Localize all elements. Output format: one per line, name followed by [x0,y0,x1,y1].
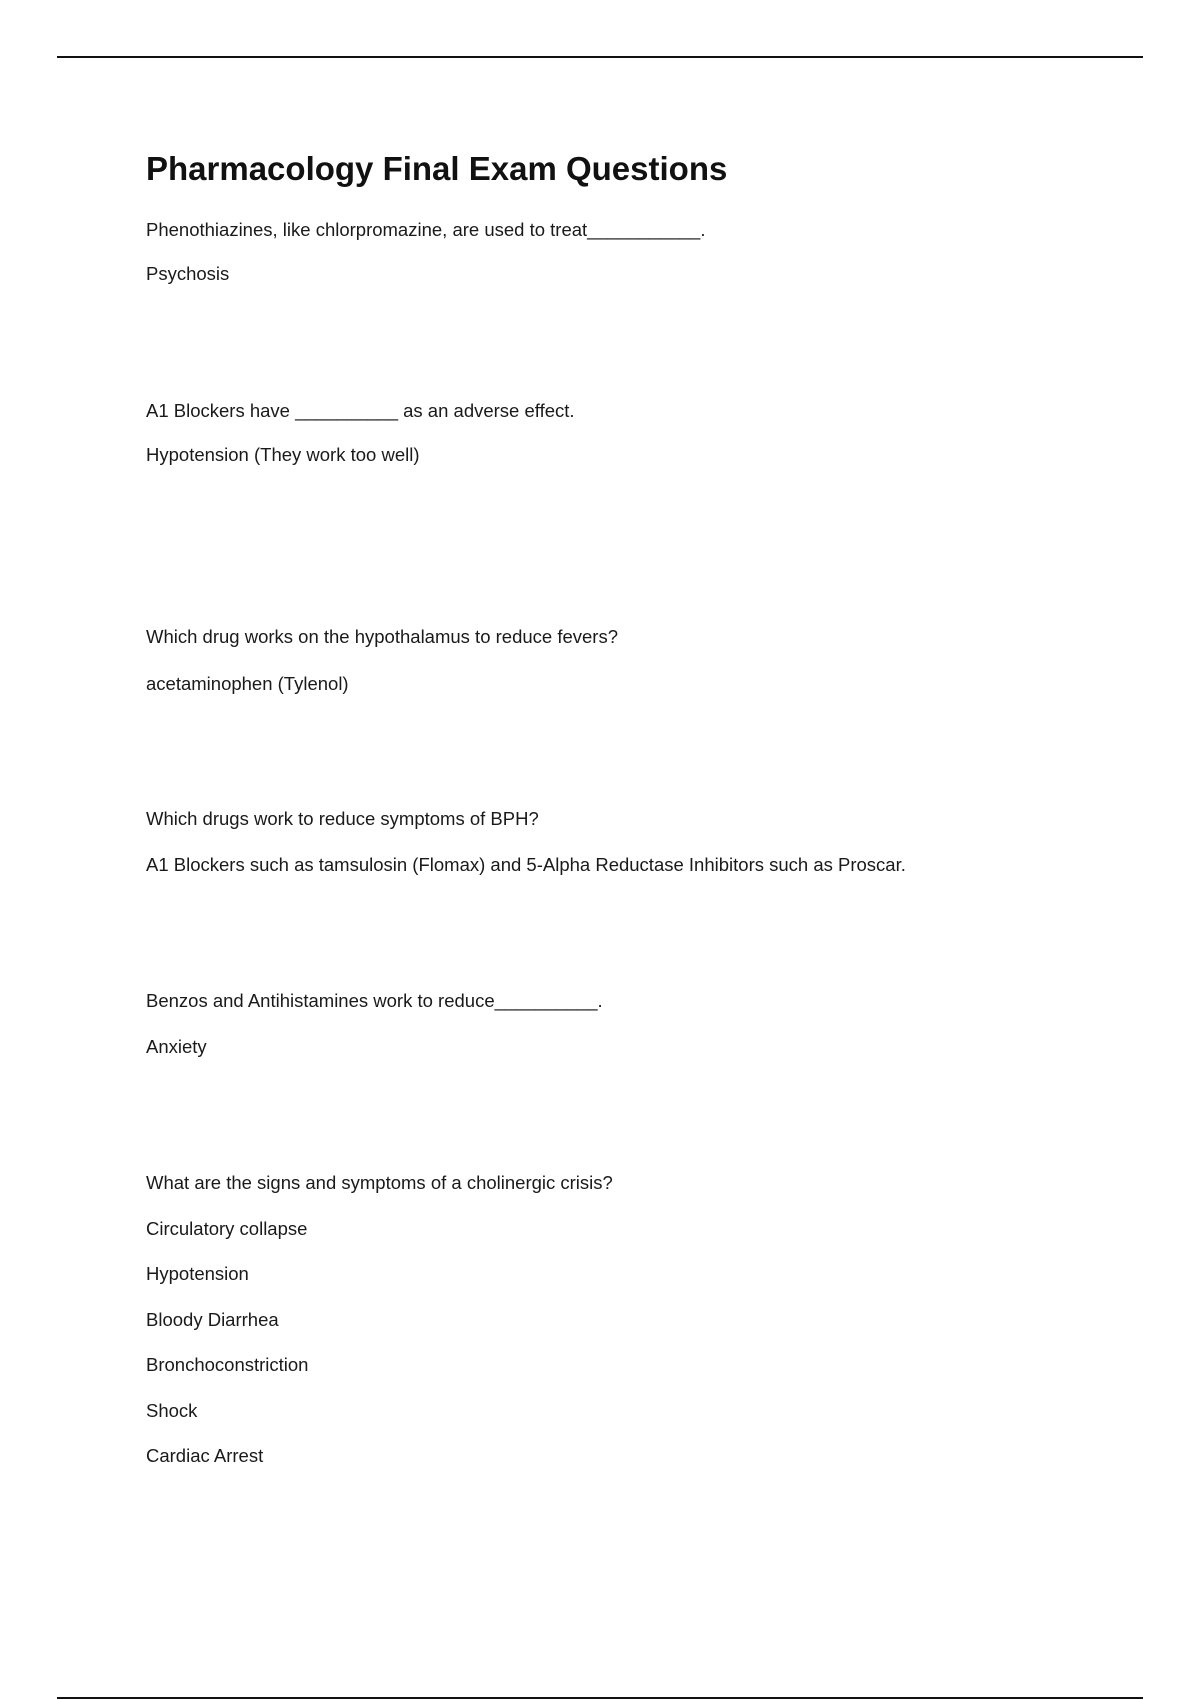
document-title: Pharmacology Final Exam Questions [146,150,728,187]
answer-2: Hypotension (They work too well) [146,444,420,465]
answer-5: Anxiety [146,1036,207,1057]
header-rule [57,56,1143,58]
answer-6-item: Cardiac Arrest [146,1445,264,1466]
answer-6-item: Hypotension [146,1263,249,1284]
question-4: Which drugs work to reduce symptoms of BPH? [146,808,539,829]
question-3: Which drug works on the hypothalamus to reduce fevers? [146,626,618,647]
footer-rule [57,1697,1143,1699]
question-5: Benzos and Antihistamines work to reduce__________. [146,990,603,1011]
answer-6-item: Shock [146,1400,198,1421]
answer-6-item: Bronchoconstriction [146,1354,309,1375]
question-2: A1 Blockers have __________ as an adverse effect. [146,400,575,421]
answer-1: Psychosis [146,263,230,284]
answer-6-item: Bloody Diarrhea [146,1309,279,1330]
answer-4: A1 Blockers such as tamsulosin (Flomax) and 5-Alpha Reductase Inhibitors such as Proscar. [146,854,906,875]
question-1: Phenothiazines, like chlorpromazine, are used to treat___________. [146,219,706,240]
answer-3: acetaminophen (Tylenol) [146,673,349,694]
answer-6-item: Circulatory collapse [146,1218,308,1239]
question-6: What are the signs and symptoms of a cholinergic crisis? [146,1172,613,1193]
